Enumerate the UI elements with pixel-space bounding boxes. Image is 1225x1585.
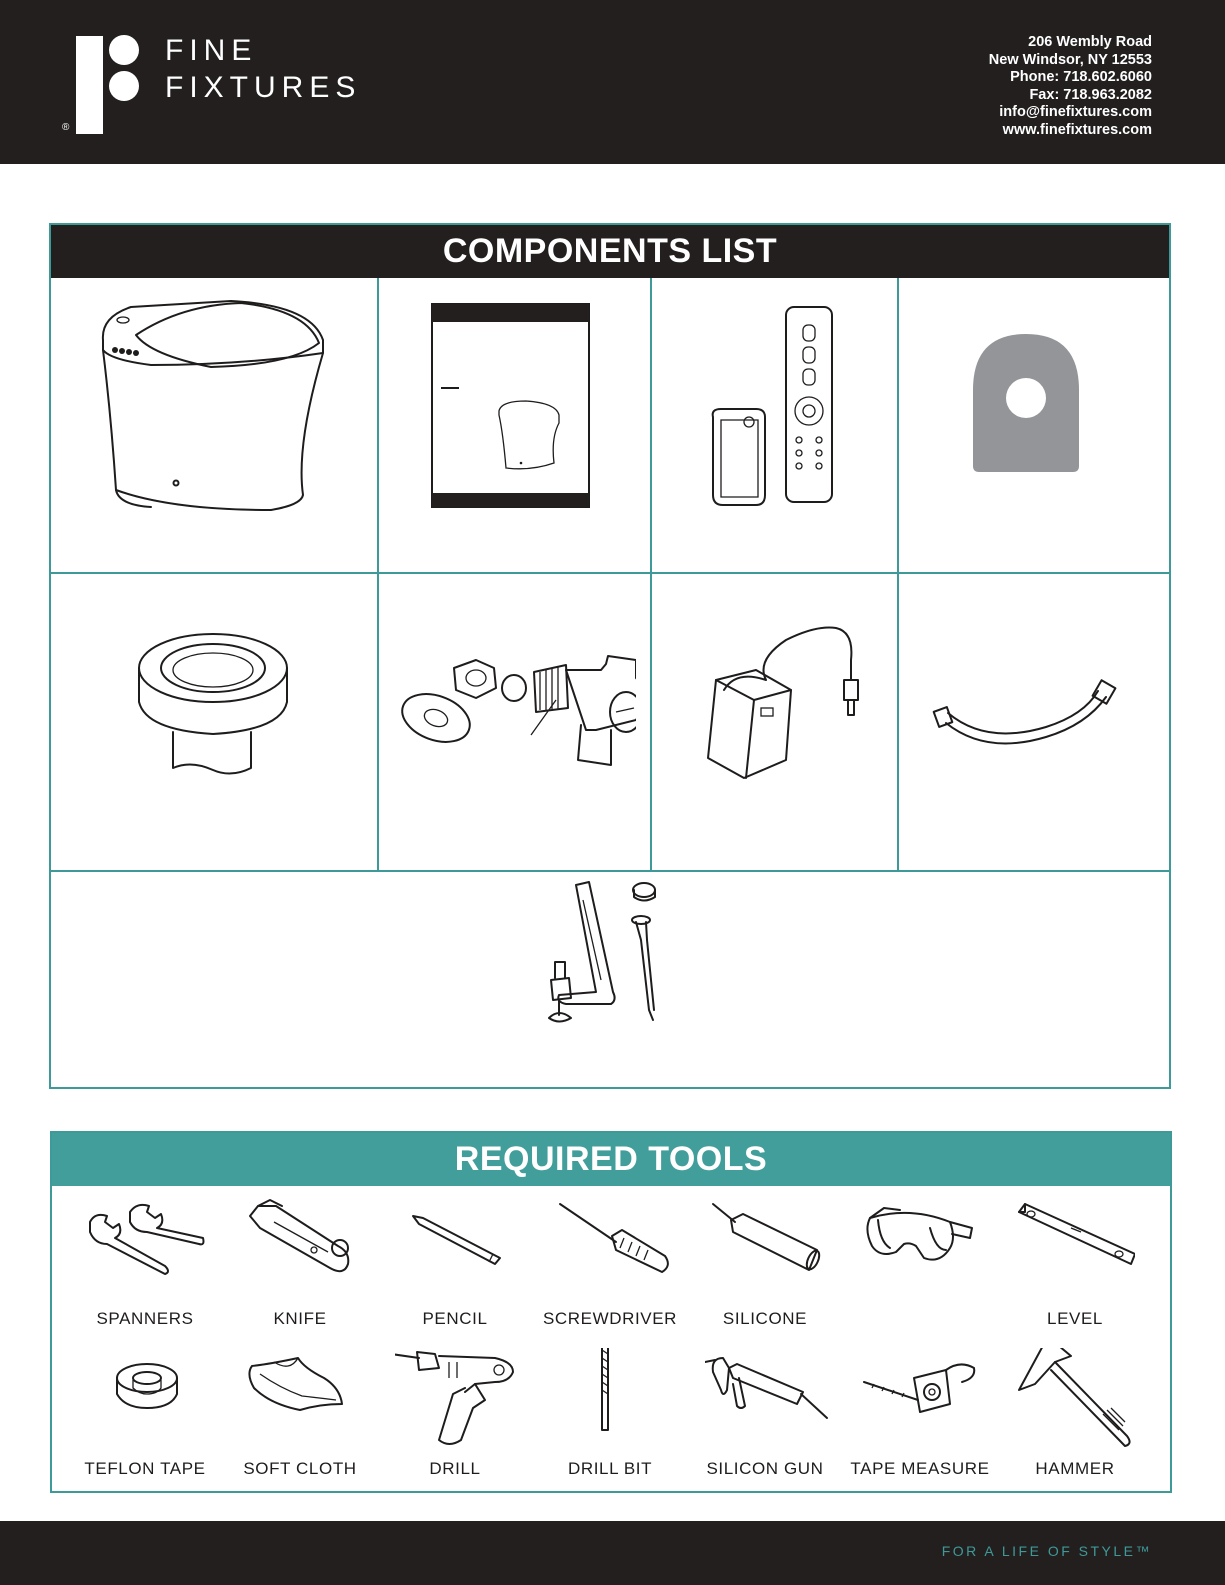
tool-hammer (997, 1346, 1153, 1496)
angle-valve-icon (396, 630, 636, 780)
tool-soft-cloth (222, 1346, 378, 1496)
wax-ring-icon (136, 630, 291, 775)
grid-divider (51, 870, 1169, 872)
contact-info (989, 34, 1152, 139)
tool-label: TAPE MEASURE (850, 1459, 990, 1478)
grid-divider (650, 278, 652, 870)
mounting-hardware-icon (541, 880, 681, 1030)
grid-divider (51, 572, 1169, 574)
knife-icon (240, 1198, 360, 1278)
tool-silicone (687, 1196, 843, 1346)
tool-drill-bit (532, 1346, 688, 1496)
tool-label: SPANNERS (96, 1309, 194, 1328)
address-line-1: 206 Wembly Road (1028, 34, 1152, 50)
tool-teflon-tape (67, 1346, 223, 1496)
smart-toilet-icon (91, 295, 341, 535)
grid-divider (897, 278, 899, 870)
tool-label: HAMMER (1035, 1459, 1115, 1478)
tool-silicon-gun (687, 1346, 843, 1496)
pencil-icon (395, 1198, 515, 1278)
tool-label: KNIFE (273, 1309, 327, 1328)
brand-line-2: FIXTURES (165, 71, 362, 104)
fax: Fax: 718.963.2082 (1029, 86, 1152, 103)
teflon-tape-icon (85, 1348, 205, 1428)
footer (0, 1521, 1225, 1585)
tool-screwdriver (532, 1196, 688, 1346)
screwdriver-icon (550, 1198, 670, 1278)
components-list-section (49, 223, 1171, 1089)
tool-label: DRILL BIT (567, 1459, 653, 1478)
safety-goggles-icon (860, 1198, 980, 1278)
spanners-icon (85, 1198, 205, 1278)
drill-icon (395, 1348, 535, 1448)
gasket-icon (971, 330, 1081, 475)
hammer-icon (1015, 1348, 1145, 1448)
tool-knife (222, 1196, 378, 1346)
component-battery-box (686, 620, 871, 785)
tagline: FOR A LIFE OF STYLE™ (941, 1543, 1152, 1559)
registered-mark: ® (62, 122, 70, 133)
drill-bit-icon (550, 1348, 670, 1448)
silicon-gun-icon (705, 1348, 835, 1428)
tool-label: LEVEL (1047, 1309, 1103, 1328)
level-icon (1015, 1198, 1135, 1278)
component-remote-control (701, 305, 841, 510)
tool-drill (377, 1346, 533, 1496)
tool-label: SOFT CLOTH (243, 1459, 357, 1478)
tool-label: DRILL (429, 1459, 481, 1478)
grid-divider (377, 278, 379, 870)
component-water-hose (926, 675, 1126, 755)
tool-label: PENCIL (422, 1309, 488, 1328)
tool-spanners (67, 1196, 223, 1346)
water-hose-icon (926, 675, 1126, 755)
brand-name (165, 32, 361, 106)
component-mounting-hardware (541, 880, 681, 1030)
component-wax-ring (136, 630, 291, 775)
brand-line-1: FINE (165, 34, 258, 67)
phone: Phone: 718.602.6060 (1010, 69, 1152, 85)
battery-box-icon (686, 620, 871, 785)
header (0, 0, 1225, 164)
required-tools-section (50, 1131, 1172, 1493)
tool-label: TEFLON TAPE (84, 1459, 206, 1478)
tool-pencil (377, 1196, 533, 1346)
email-link[interactable]: info@finefixtures.com (999, 104, 1152, 120)
silicone-icon (705, 1198, 825, 1278)
component-angle-valve (396, 630, 636, 780)
tape-measure-icon (860, 1348, 980, 1428)
address-line-2: New Windsor, NY 12553 (988, 51, 1152, 68)
tool-safety-goggles (842, 1196, 998, 1346)
tool-label: SCREWDRIVER (542, 1309, 678, 1328)
component-gasket (971, 330, 1081, 475)
soft-cloth-icon (240, 1348, 360, 1428)
remote-control-icon (701, 305, 841, 510)
manual-icon (431, 303, 591, 508)
component-installation-manual (431, 303, 591, 508)
required-tools-title: REQUIRED TOOLS (52, 1133, 1170, 1186)
tool-level (997, 1196, 1153, 1346)
tool-label: SILICON GUN (706, 1459, 824, 1478)
tool-tape-measure (842, 1346, 998, 1496)
website-link[interactable]: www.finefixtures.com (1002, 121, 1152, 138)
fine-fixtures-logo-icon (60, 34, 144, 134)
components-list-title: COMPONENTS LIST (51, 225, 1169, 278)
tool-label: SILICONE (722, 1309, 808, 1328)
component-smart-toilet (91, 295, 341, 535)
